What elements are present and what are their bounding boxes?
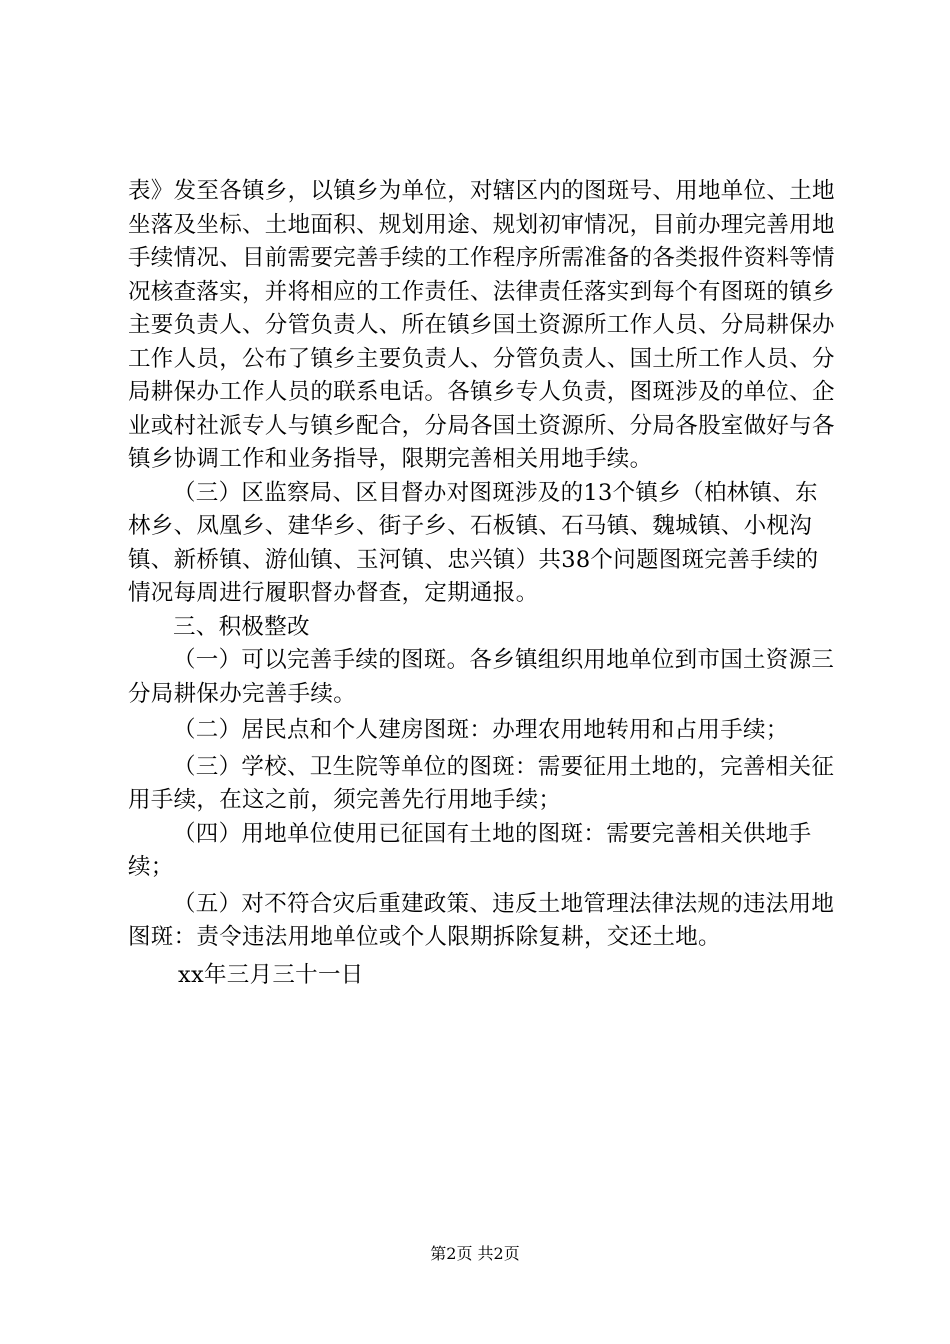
paragraph-item-3: （三）学校、卫生院等单位的图斑：需要征用土地的，完善相关征用手续，在这之前，须完善先行用地手续； <box>128 753 835 813</box>
paragraph-item-1: （一）可以完善手续的图斑。各乡镇组织用地单位到市国土资源三分局耕保办完善手续。 <box>128 647 835 707</box>
paragraph-item-2: （二）居民点和个人建房图斑：办理农用地转用和占用手续； <box>173 717 789 743</box>
paragraph-item-5: （五）对不符合灾后重建政策、违反土地管理法律法规的违法用地图斑：责令违法用地单位或个人限期拆除复耕，交还土地。 <box>128 890 835 950</box>
section-heading-rectification: 三、积极整改 <box>173 613 310 640</box>
paragraph-item-4: （四）用地单位使用已征国有土地的图斑：需要完善相关供地手续； <box>128 820 812 880</box>
paragraph-continuation: 表》发至各镇乡，以镇乡为单位，对辖区内的图斑号、用地单位、土地坐落及坐标、土地面积、规划用途、规划初审情况，目前办理完善用地手续情况、目前需要完善手续的工作程序所需准备的各类报件资料等情况核查落实，并将相应的工作责任、法律责任落实到每个有图斑的镇乡主要负责人、分管负责人、所在镇乡国土资源所工作人员、分局耕保办工作人员，公布了镇乡主要负责人、分管负责人、国土所工作人员、分局耕保办工作人员的联系电话。各镇乡专人负责，图斑涉及的单位、企业或村社派专人与镇乡配合，分局各国土资源所、分局各股室做好与各镇乡协调工作和业务指导，限期完善相关用地手续。 <box>128 178 835 472</box>
document-date: xx年三月三十一日 <box>178 961 364 988</box>
paragraph-supervision: （三）区监察局、区目督办对图斑涉及的13个镇乡（柏林镇、东林乡、凤凰乡、建华乡、街子乡、石板镇、石马镇、魏城镇、小枧沟镇、新桥镇、游仙镇、玉河镇、忠兴镇）共38个问题图斑完善手续的情况每周进行履职督办督查，定期通报。 <box>128 479 819 606</box>
page-number-footer: 第2页 共2页 <box>430 1244 520 1263</box>
document-body <box>128 175 840 992</box>
